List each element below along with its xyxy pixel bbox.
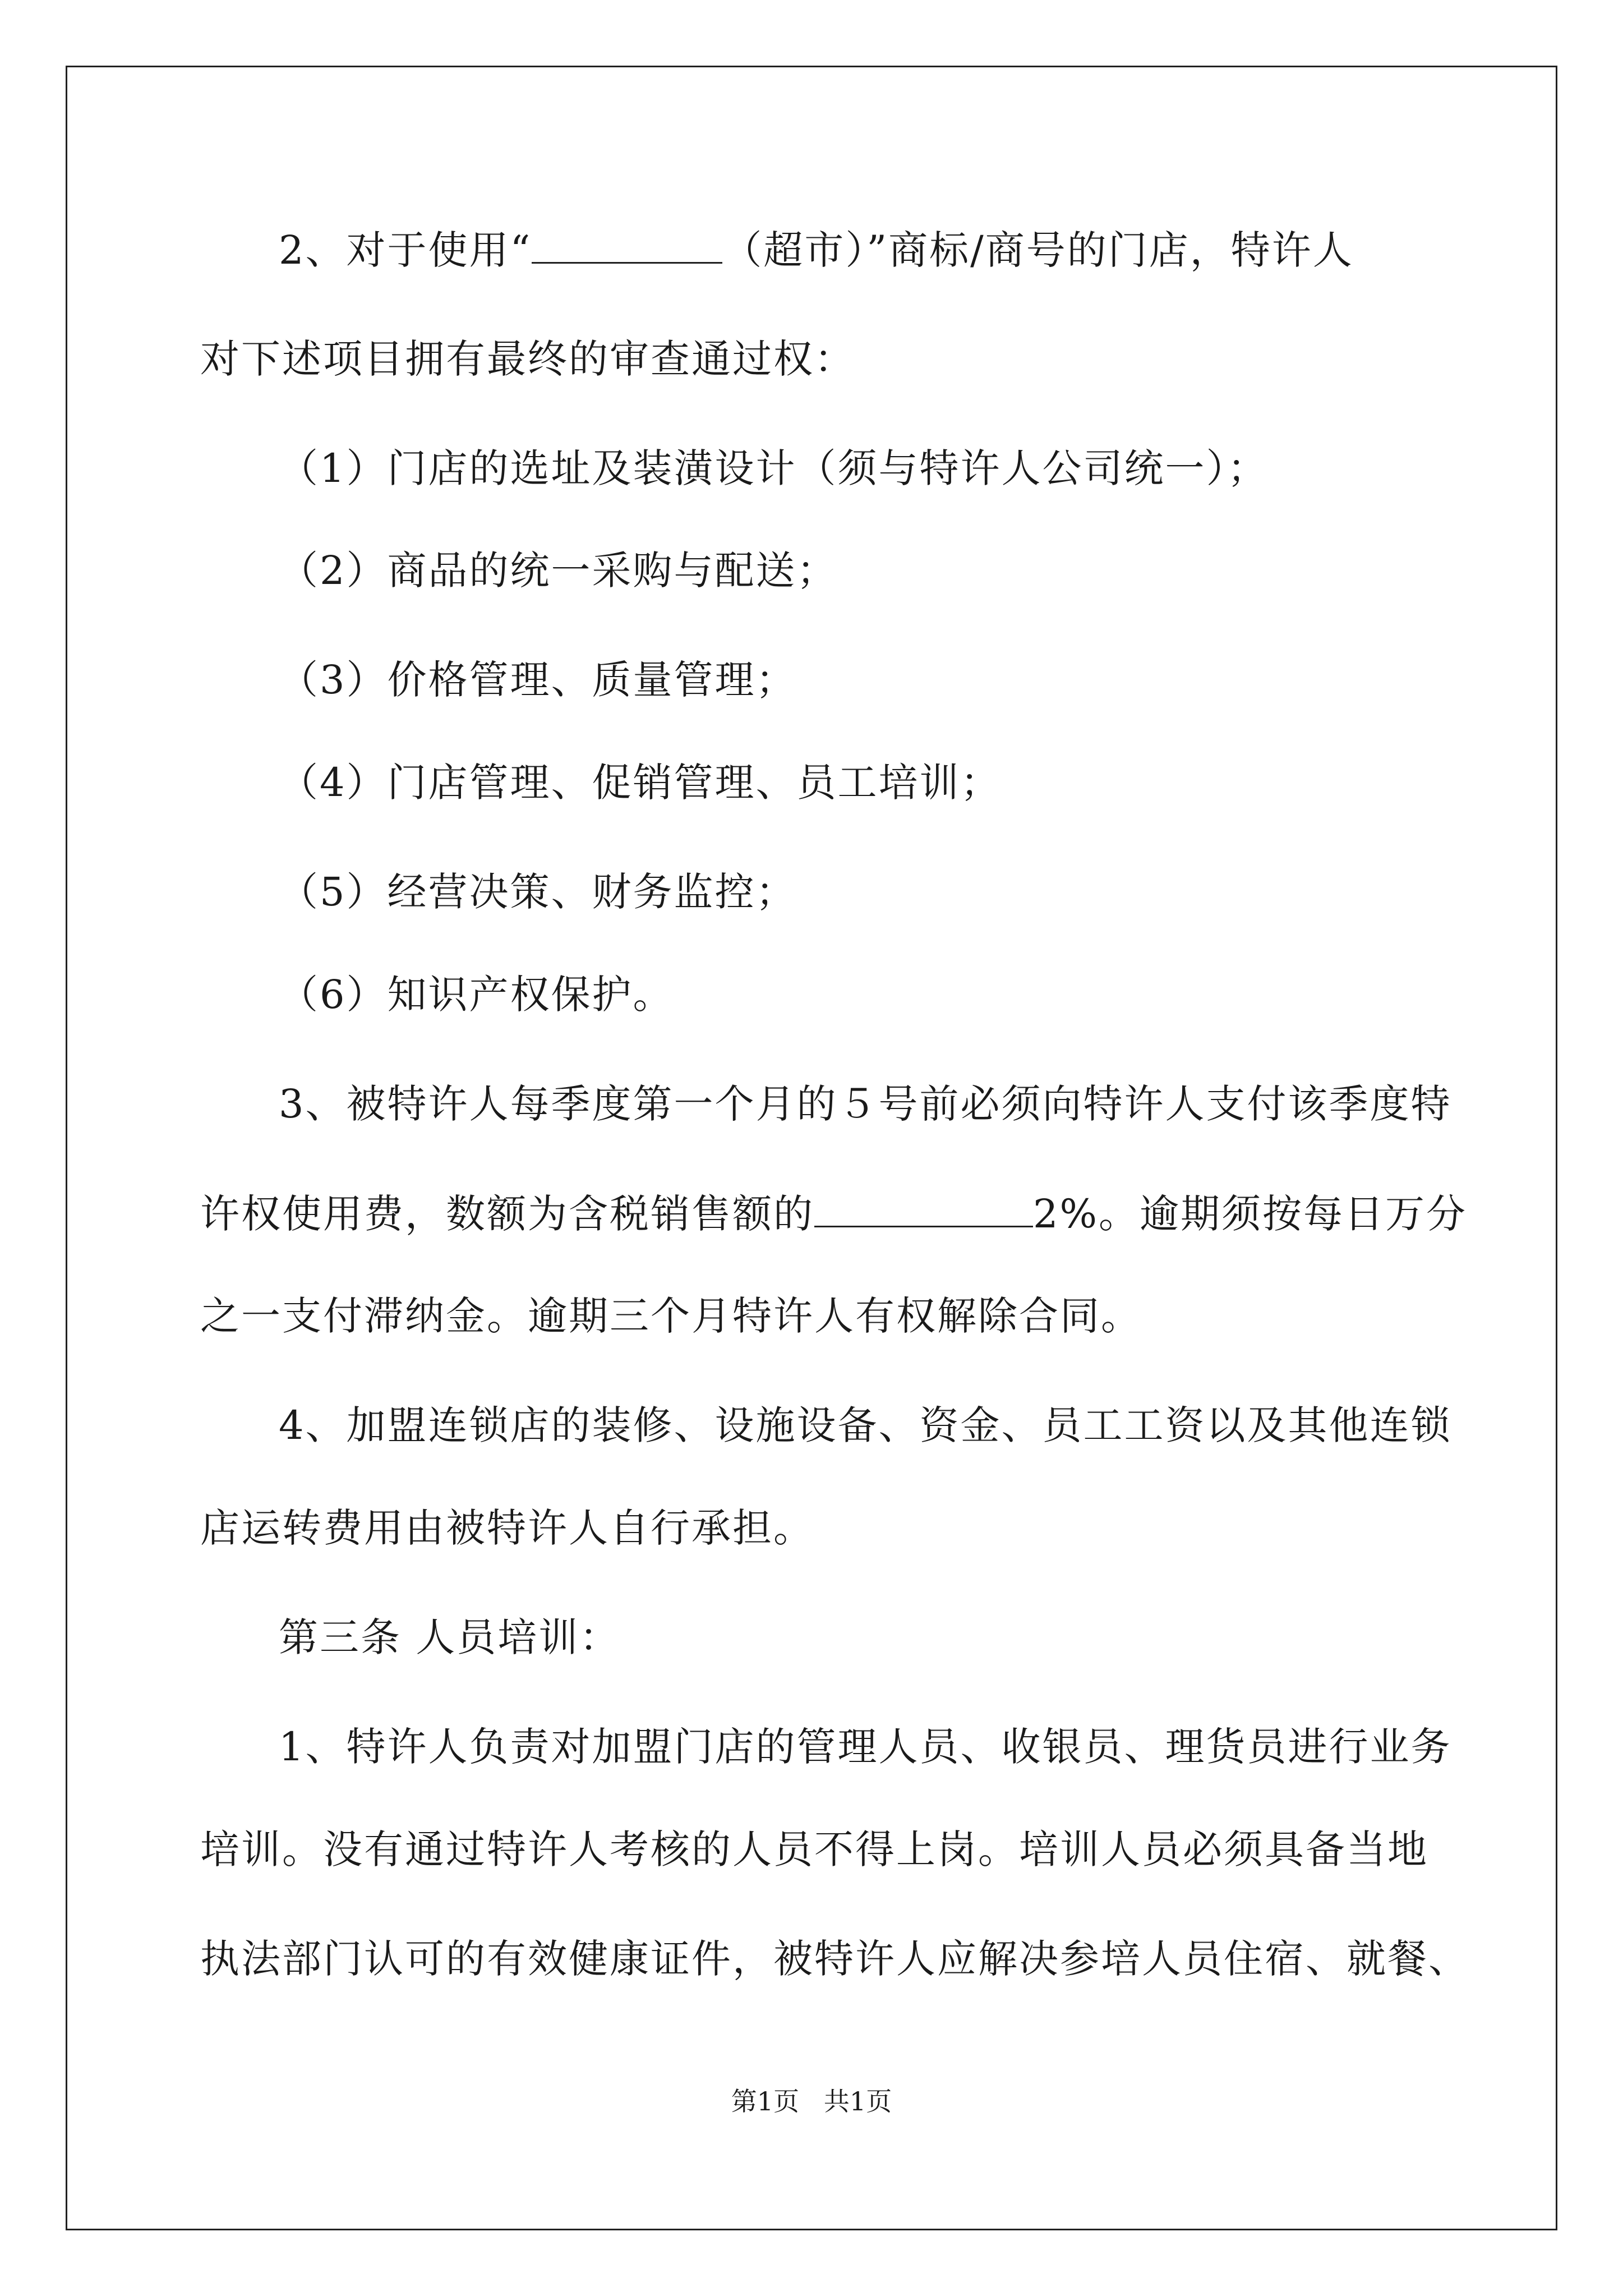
list-item: （4）门店管理、促销管理、员工培训； <box>279 760 1002 806</box>
paragraph-line <box>200 1185 1467 1242</box>
list-item: （2）商品的统一采购与配送； <box>279 547 838 593</box>
paragraph-line: 1、特许人负责对加盟门店的管理人员、收银员、理货员进行业务 <box>279 1724 1452 1770</box>
fill-in-blank <box>814 1185 1033 1227</box>
paragraph-line: 3、被特许人每季度第一个月的５号前必须向特许人支付该季度特 <box>279 1081 1452 1127</box>
list-item: （3）价格管理、质量管理； <box>279 657 797 703</box>
paragraph-line: 培训。没有通过特许人考核的人员不得上岗。培训人员必须具备当地 <box>200 1826 1428 1872</box>
paragraph-line: 对下述项目拥有最终的审查通过权： <box>200 336 855 382</box>
text-segment: 2%。逾期须按每日万分 <box>1033 1191 1468 1237</box>
page-border <box>66 66 1557 2230</box>
text-segment: 许权使用费，数额为含税销售额的 <box>200 1191 814 1237</box>
paragraph-line: 之一支付滞纳金。逾期三个月特许人有权解除合同。 <box>200 1293 1142 1339</box>
text-segment: （超市）”商标/商号的门店，特许人 <box>722 227 1354 273</box>
list-item: （1）门店的选址及装潢设计（须与特许人公司统一）； <box>279 445 1269 491</box>
paragraph-line <box>279 222 1354 278</box>
paragraph-line: 店运转费用由被特许人自行承担。 <box>200 1505 814 1551</box>
paragraph-line: 4、加盟连锁店的装修、设施设备、资金、员工工资以及其他连锁 <box>279 1402 1452 1448</box>
text-segment: 2、对于使用“ <box>279 227 532 273</box>
page-number-footer: 第1页 共1页 <box>731 2086 892 2116</box>
list-item: （5）经营决策、财务监控； <box>279 869 797 915</box>
section-heading: 第三条 人员培训： <box>279 1614 621 1660</box>
fill-in-blank <box>532 222 722 264</box>
list-item: （6）知识产权保护。 <box>279 972 674 1018</box>
paragraph-line: 执法部门认可的有效健康证件，被特许人应解决参培人员住宿、就餐、 <box>200 1936 1469 1982</box>
